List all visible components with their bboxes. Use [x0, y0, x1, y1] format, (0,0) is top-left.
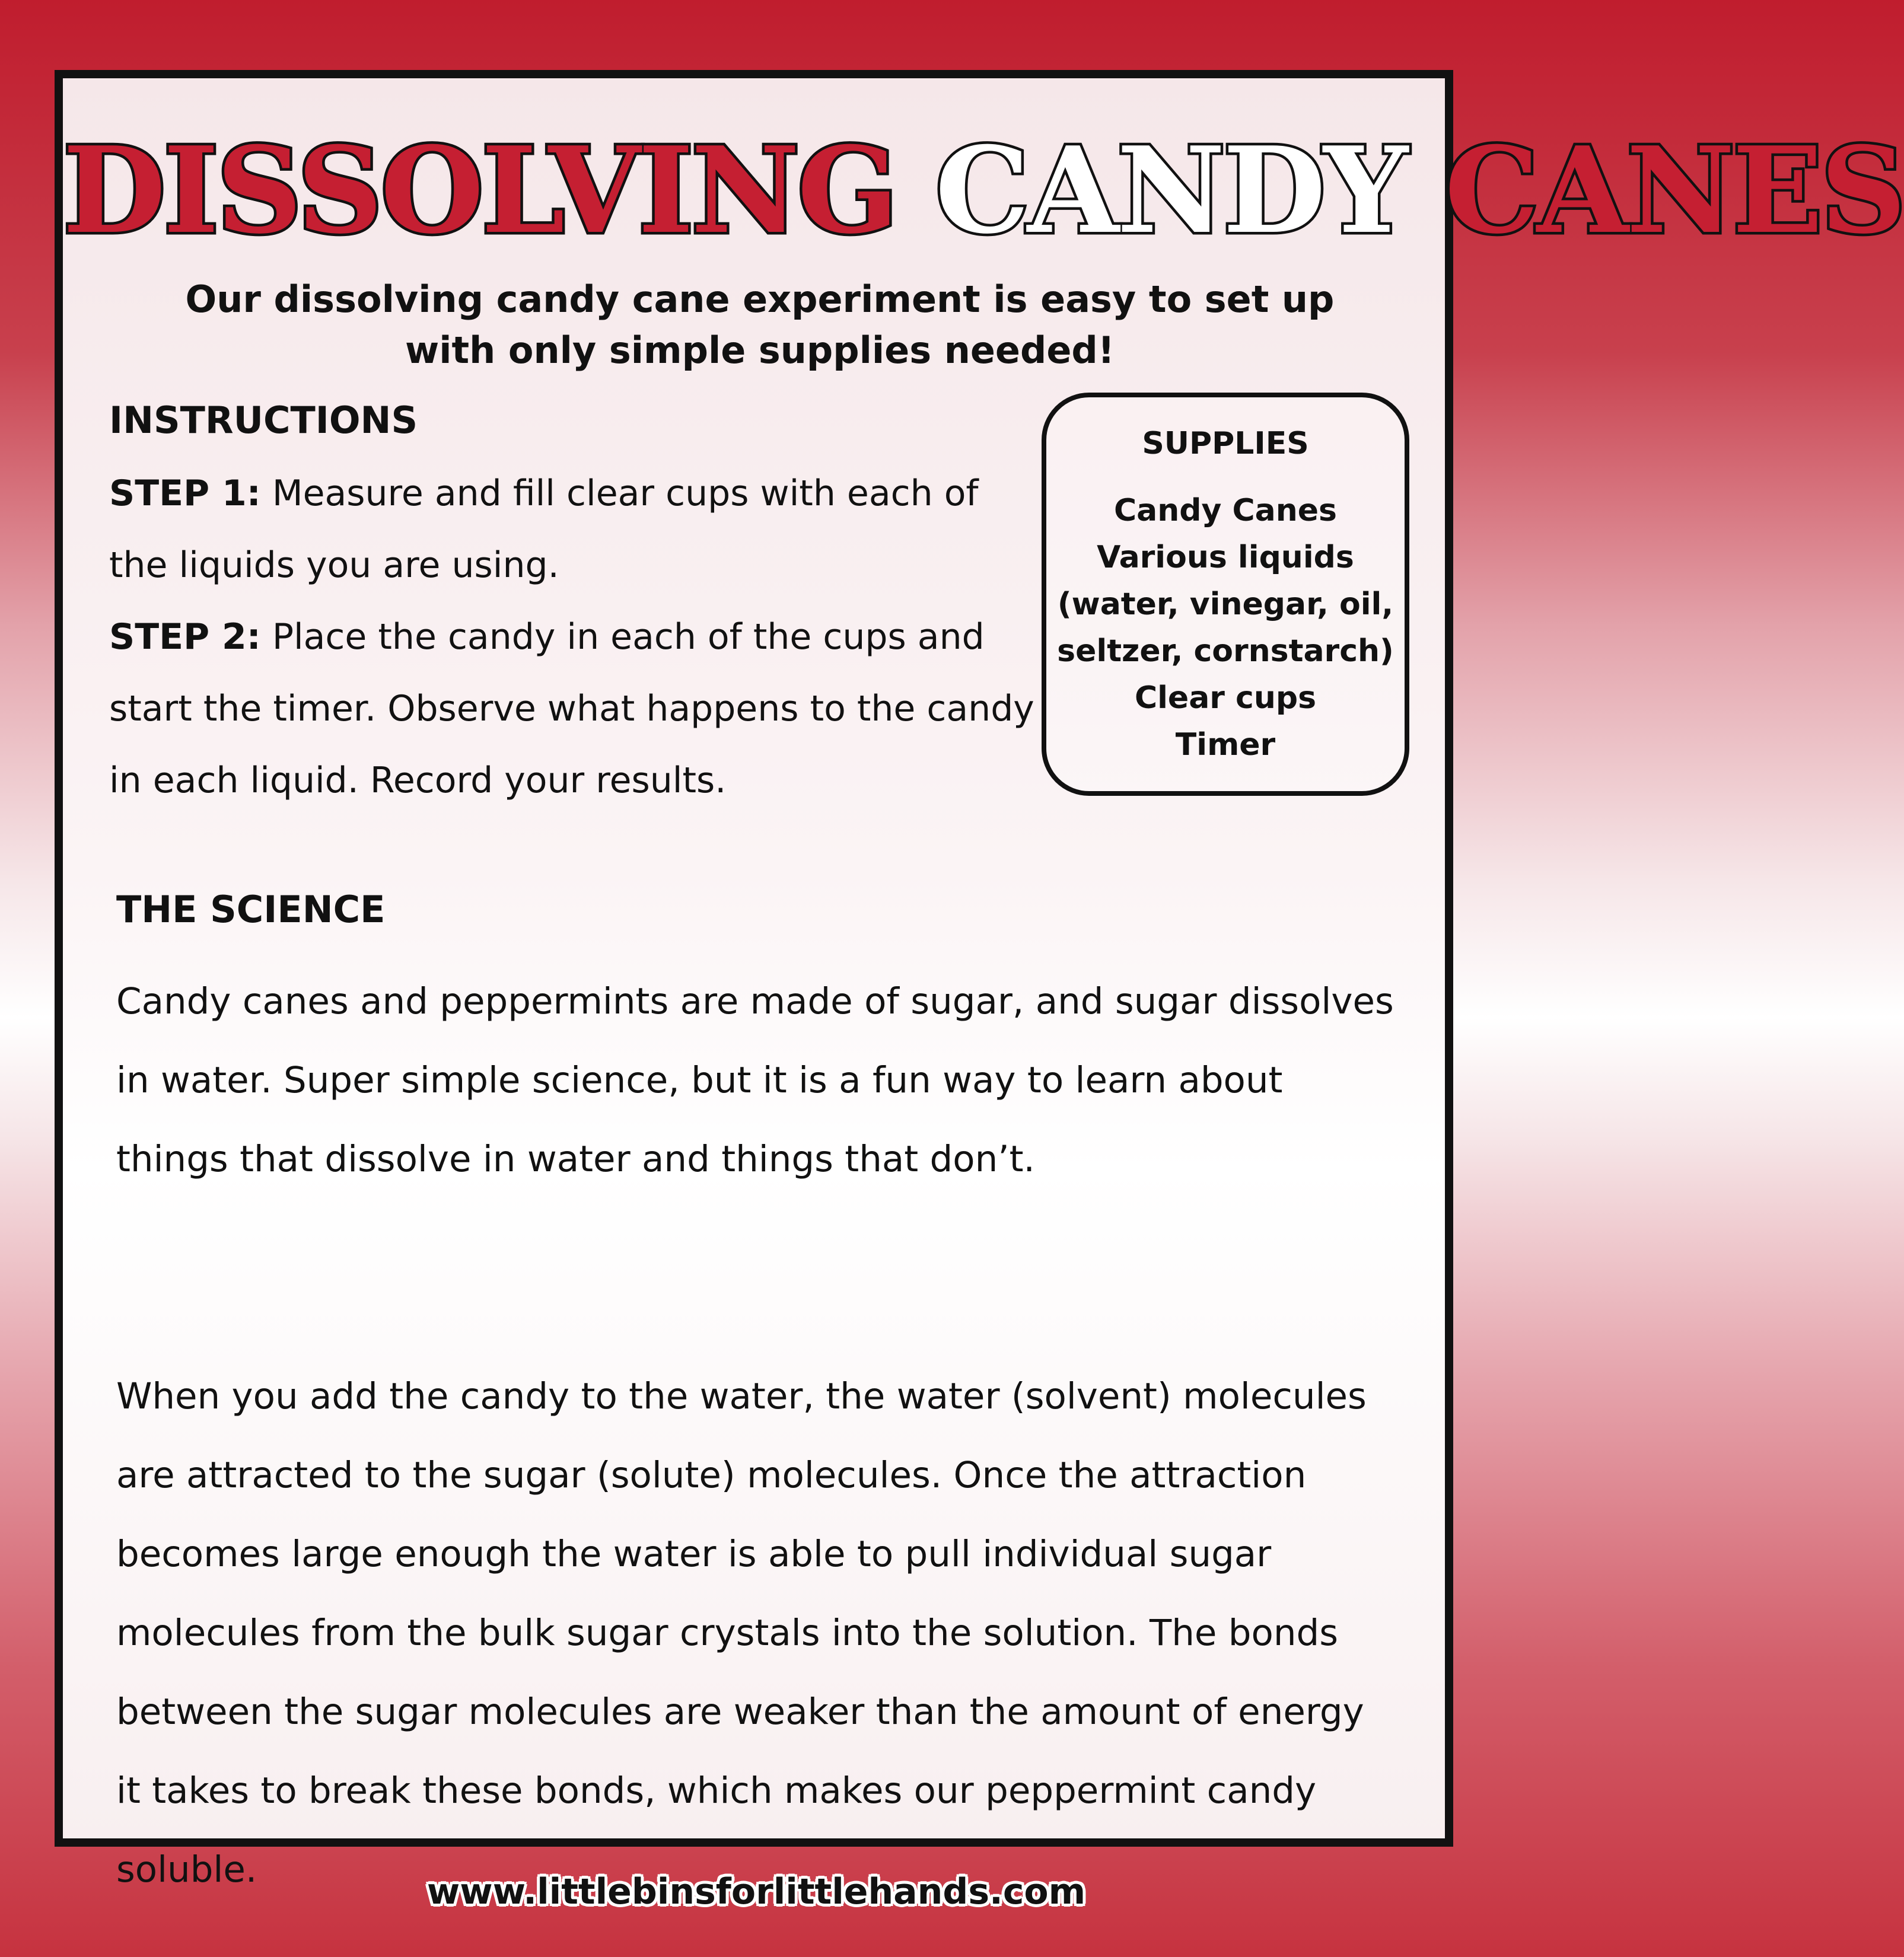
page-title: [63, 120, 1904, 262]
supplies-heading: SUPPLIES: [1142, 426, 1309, 461]
supply-item: (water, vinegar, oil,: [1057, 587, 1394, 622]
science-heading: THE SCIENCE: [116, 888, 386, 931]
worksheet-panel: [55, 70, 1904, 1891]
step-2-text: Place the candy in each of the cups and start the timer. Observe what happens to the candy in each liquid. Record your results.: [109, 616, 1034, 801]
instructions-steps: [109, 458, 1034, 817]
title-word-candy: CANDY: [935, 121, 1406, 260]
instructions-heading: INSTRUCTIONS: [109, 399, 418, 442]
step-1-text: Measure and fill clear cups with each of the liquids you are using.: [109, 473, 979, 586]
science-paragraph-2: When you add the candy to the water, the water (solvent) molecules are attracted to the sugar (solute) molecules. Once the attraction becomes large enough the water is able to pull individual sugar molecules from the bulk sugar crystals into the solution. The bonds between the sugar molecules are weaker than the amount of energy it takes to break these bonds, which makes our peppermint candy soluble.: [116, 1375, 1367, 1891]
subtitle: Our dissolving candy cane experiment is easy to set up with only simple supplies needed!: [185, 278, 1335, 372]
science-paragraph-1: Candy canes and peppermints are made of sugar, and sugar dissolves in water. Super simple science, but it is a fun way to learn about things that dissolve in water and things that don’t.: [116, 980, 1394, 1180]
supplies-list: [1046, 487, 1405, 769]
footer-url: www.littlebinsforlittlehands.com: [426, 1871, 1086, 1913]
supply-item: seltzer, cornstarch): [1057, 633, 1394, 669]
supply-item: Various liquids: [1097, 540, 1354, 575]
step-2: [109, 601, 1034, 817]
step-2-label: STEP 2:: [109, 616, 261, 658]
title-word-canes: CANES: [1444, 121, 1904, 260]
title-word-dissolving: DISSOLVING: [63, 121, 896, 260]
supplies-box: [1042, 393, 1409, 796]
supply-item: Candy Canes: [1114, 493, 1337, 528]
supply-item: Timer: [1175, 727, 1276, 763]
supply-item: Clear cups: [1134, 680, 1317, 716]
step-1: [109, 458, 1034, 601]
step-1-label: STEP 1:: [109, 473, 261, 514]
